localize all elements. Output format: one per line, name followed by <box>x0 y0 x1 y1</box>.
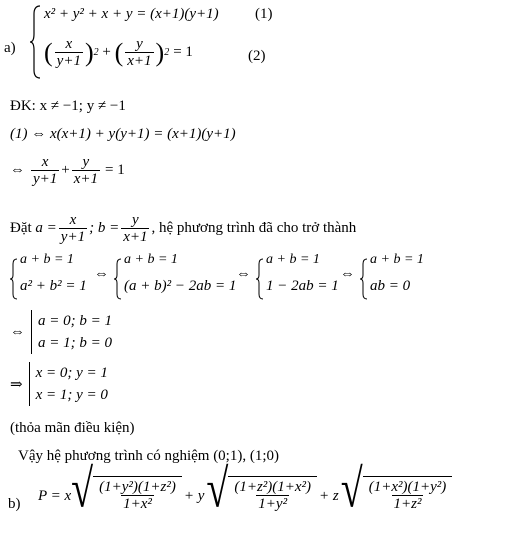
case-xy-row-2: x = 1; y = 0 <box>35 387 108 403</box>
part-a-label: a) <box>4 40 16 56</box>
step-2: ⇔ $\frac{x}{y+1}$ + $\frac{y}{x+1}$ = 1 <box>10 154 125 187</box>
equation-1-tag: (1) <box>255 6 273 22</box>
step-1: (1) ⇔ x(x+1) + y(y+1) = (x+1)(y+1) <box>10 126 236 142</box>
arrow-3: ⇔ <box>340 266 355 282</box>
system-2-bottom: (a + b)² − 2ab = 1 <box>124 278 237 294</box>
case-xy-row-1: x = 0; y = 1 <box>35 365 108 381</box>
system-1-top: a + b = 1 <box>20 252 74 267</box>
arrow-2: ⇔ <box>236 266 251 282</box>
case-ab: ⇔ a = 0; b = 1 a = 1; b = 0 <box>10 310 112 354</box>
part-b-label: b) <box>8 496 21 512</box>
arrow-1: ⇔ <box>94 266 109 282</box>
system-brace-a <box>30 4 42 80</box>
condition-note: (thỏa mãn điều kiện) <box>10 420 135 436</box>
equation-1: x² + y² + x + y = (x+1)(y+1) <box>44 6 219 22</box>
equation-2-tag: (2) <box>248 48 266 64</box>
case-xy: ⇒ x = 0; y = 1 x = 1; y = 0 <box>10 362 108 406</box>
system-3-top: a + b = 1 <box>266 252 320 267</box>
system-4-top: a + b = 1 <box>370 252 424 267</box>
domain-condition: ĐK: x ≠ −1; y ≠ −1 <box>10 98 126 114</box>
system-1-bottom: a² + b² = 1 <box>20 278 87 294</box>
expression-p: P = x √ $\frac{\text{(1+y²)(1+z²)}}{\text{1+x²}}$ + y √ $\frac{\text{(1+z²)(1+x²)}}{\text{1+y²}}$ + z √ $\frac{\text{(1+x²)(1+y²)}}{\text{1+z²}}$ <box>38 476 452 516</box>
substitution-line: Đặt a = $\frac{x}{y+1}$ ; b = $\frac{y}{x+1}$ , hệ phương trình đã cho trở thành <box>10 212 357 245</box>
system-3-bottom: 1 − 2ab = 1 <box>266 278 339 294</box>
system-4-bottom: ab = 0 <box>370 278 411 294</box>
systems-chain <box>10 252 529 302</box>
equation-2: ( $\frac{x}{y+1}$ ) 2 + ( $\frac{y}{x+1}$ ) 2 = 1 <box>44 36 193 69</box>
case-ab-row-2: a = 1; b = 0 <box>38 335 112 351</box>
case-ab-row-1: a = 0; b = 1 <box>38 313 112 329</box>
system-2-top: a + b = 1 <box>124 252 178 267</box>
conclusion: Vậy hệ phương trình có nghiệm (0;1), (1;0) <box>18 448 280 464</box>
